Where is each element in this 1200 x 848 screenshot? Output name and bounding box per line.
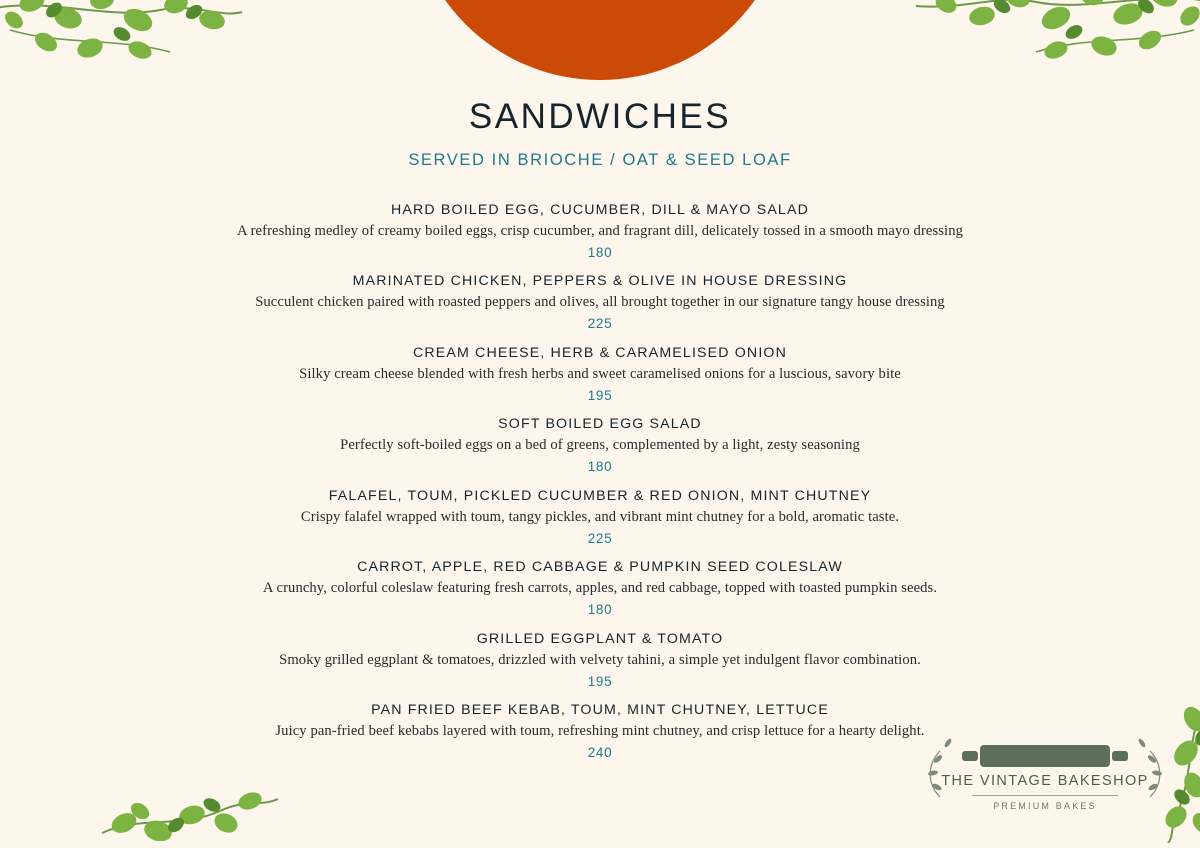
menu-item-price: 225 [587,530,613,546]
menu-section [0,98,1200,774]
menu-item-description: A crunchy, colorful coleslaw featuring fresh carrots, apples, and red cabbage, topped with toasted pumpkin seeds. [262,580,938,596]
brand-logo [920,717,1170,832]
menu-item-price: 180 [587,602,613,617]
menu-item-price: 195 [587,387,613,403]
menu-item [0,345,1200,403]
menu-item-price: 225 [587,316,613,331]
logo-divider [972,795,1118,796]
menu-item-list [0,202,1200,761]
menu-item-price: 240 [587,745,613,760]
header-arch-decoration [410,0,790,80]
menu-item-name: HARD BOILED EGG, CUCUMBER, DILL & MAYO SALAD [391,201,809,218]
menu-item-name: SOFT BOILED EGG SALAD [498,416,702,432]
menu-item-name: CREAM CHEESE, HERB & CARAMELISED ONION [412,344,788,361]
menu-item-name: GRILLED EGGPLANT & TOMATO [476,630,724,647]
menu-item [0,202,1200,260]
vine-decoration-top-right [906,0,1200,111]
menu-item-description: A refreshing medley of creamy boiled eggs, crisp cucumber, and fragrant dill, delicately tossed in a smooth mayo dressing [237,222,963,239]
vine-decoration-bottom-left [100,771,280,846]
menu-item-name: CARROT, APPLE, RED CABBAGE & PUMPKIN SEED COLESLAW [357,559,843,575]
logo-name: THE VINTAGE BAKESHOP [941,773,1149,789]
page-title: SANDWICHES [468,97,732,136]
menu-item-price: 180 [587,244,613,260]
menu-item-description: Smoky grilled eggplant & tomatoes, drizzled with velvety tahini, a simple yet indulgent flavor combination. [279,651,921,668]
menu-item [0,559,1200,617]
menu-item-name: FALAFEL, TOUM, PICKLED CUCUMBER & RED ONION, MINT CHUTNEY [328,487,872,504]
menu-item-price: 180 [587,459,613,474]
menu-item-name: PAN FRIED BEEF KEBAB, TOUM, MINT CHUTNEY, LETTUCE [371,702,829,718]
menu-item [0,631,1200,689]
menu-item-description: Crispy falafel wrapped with toum, tangy pickles, and vibrant mint chutney for a bold, aromatic taste. [300,508,900,525]
menu-item-description: Succulent chicken paired with roasted peppers and olives, all brought together in our signature tangy house dressing [255,294,945,310]
menu-item [0,273,1200,331]
vine-decoration-top-left [0,0,250,105]
menu-item-price: 195 [587,673,613,689]
logo-tagline: PREMIUM BAKES [993,801,1097,811]
menu-item [0,488,1200,546]
menu-item-description: Silky cream cheese blended with fresh herbs and sweet caramelised onions for a luscious, savory bite [299,365,901,382]
menu-item [0,416,1200,474]
menu-item-description: Juicy pan-fried beef kebabs layered with toum, refreshing mint chutney, and crisp lettuce for a hearty delight. [275,723,925,739]
menu-item-description: Perfectly soft-boiled eggs on a bed of greens, complemented by a light, zesty seasoning [340,437,860,453]
menu-subtitle: SERVED IN BRIOCHE / OAT & SEED LOAF [408,150,792,169]
menu-item-name: MARINATED CHICKEN, PEPPERS & OLIVE IN HOUSE DRESSING [352,273,848,289]
rolling-pin-icon [980,745,1110,767]
